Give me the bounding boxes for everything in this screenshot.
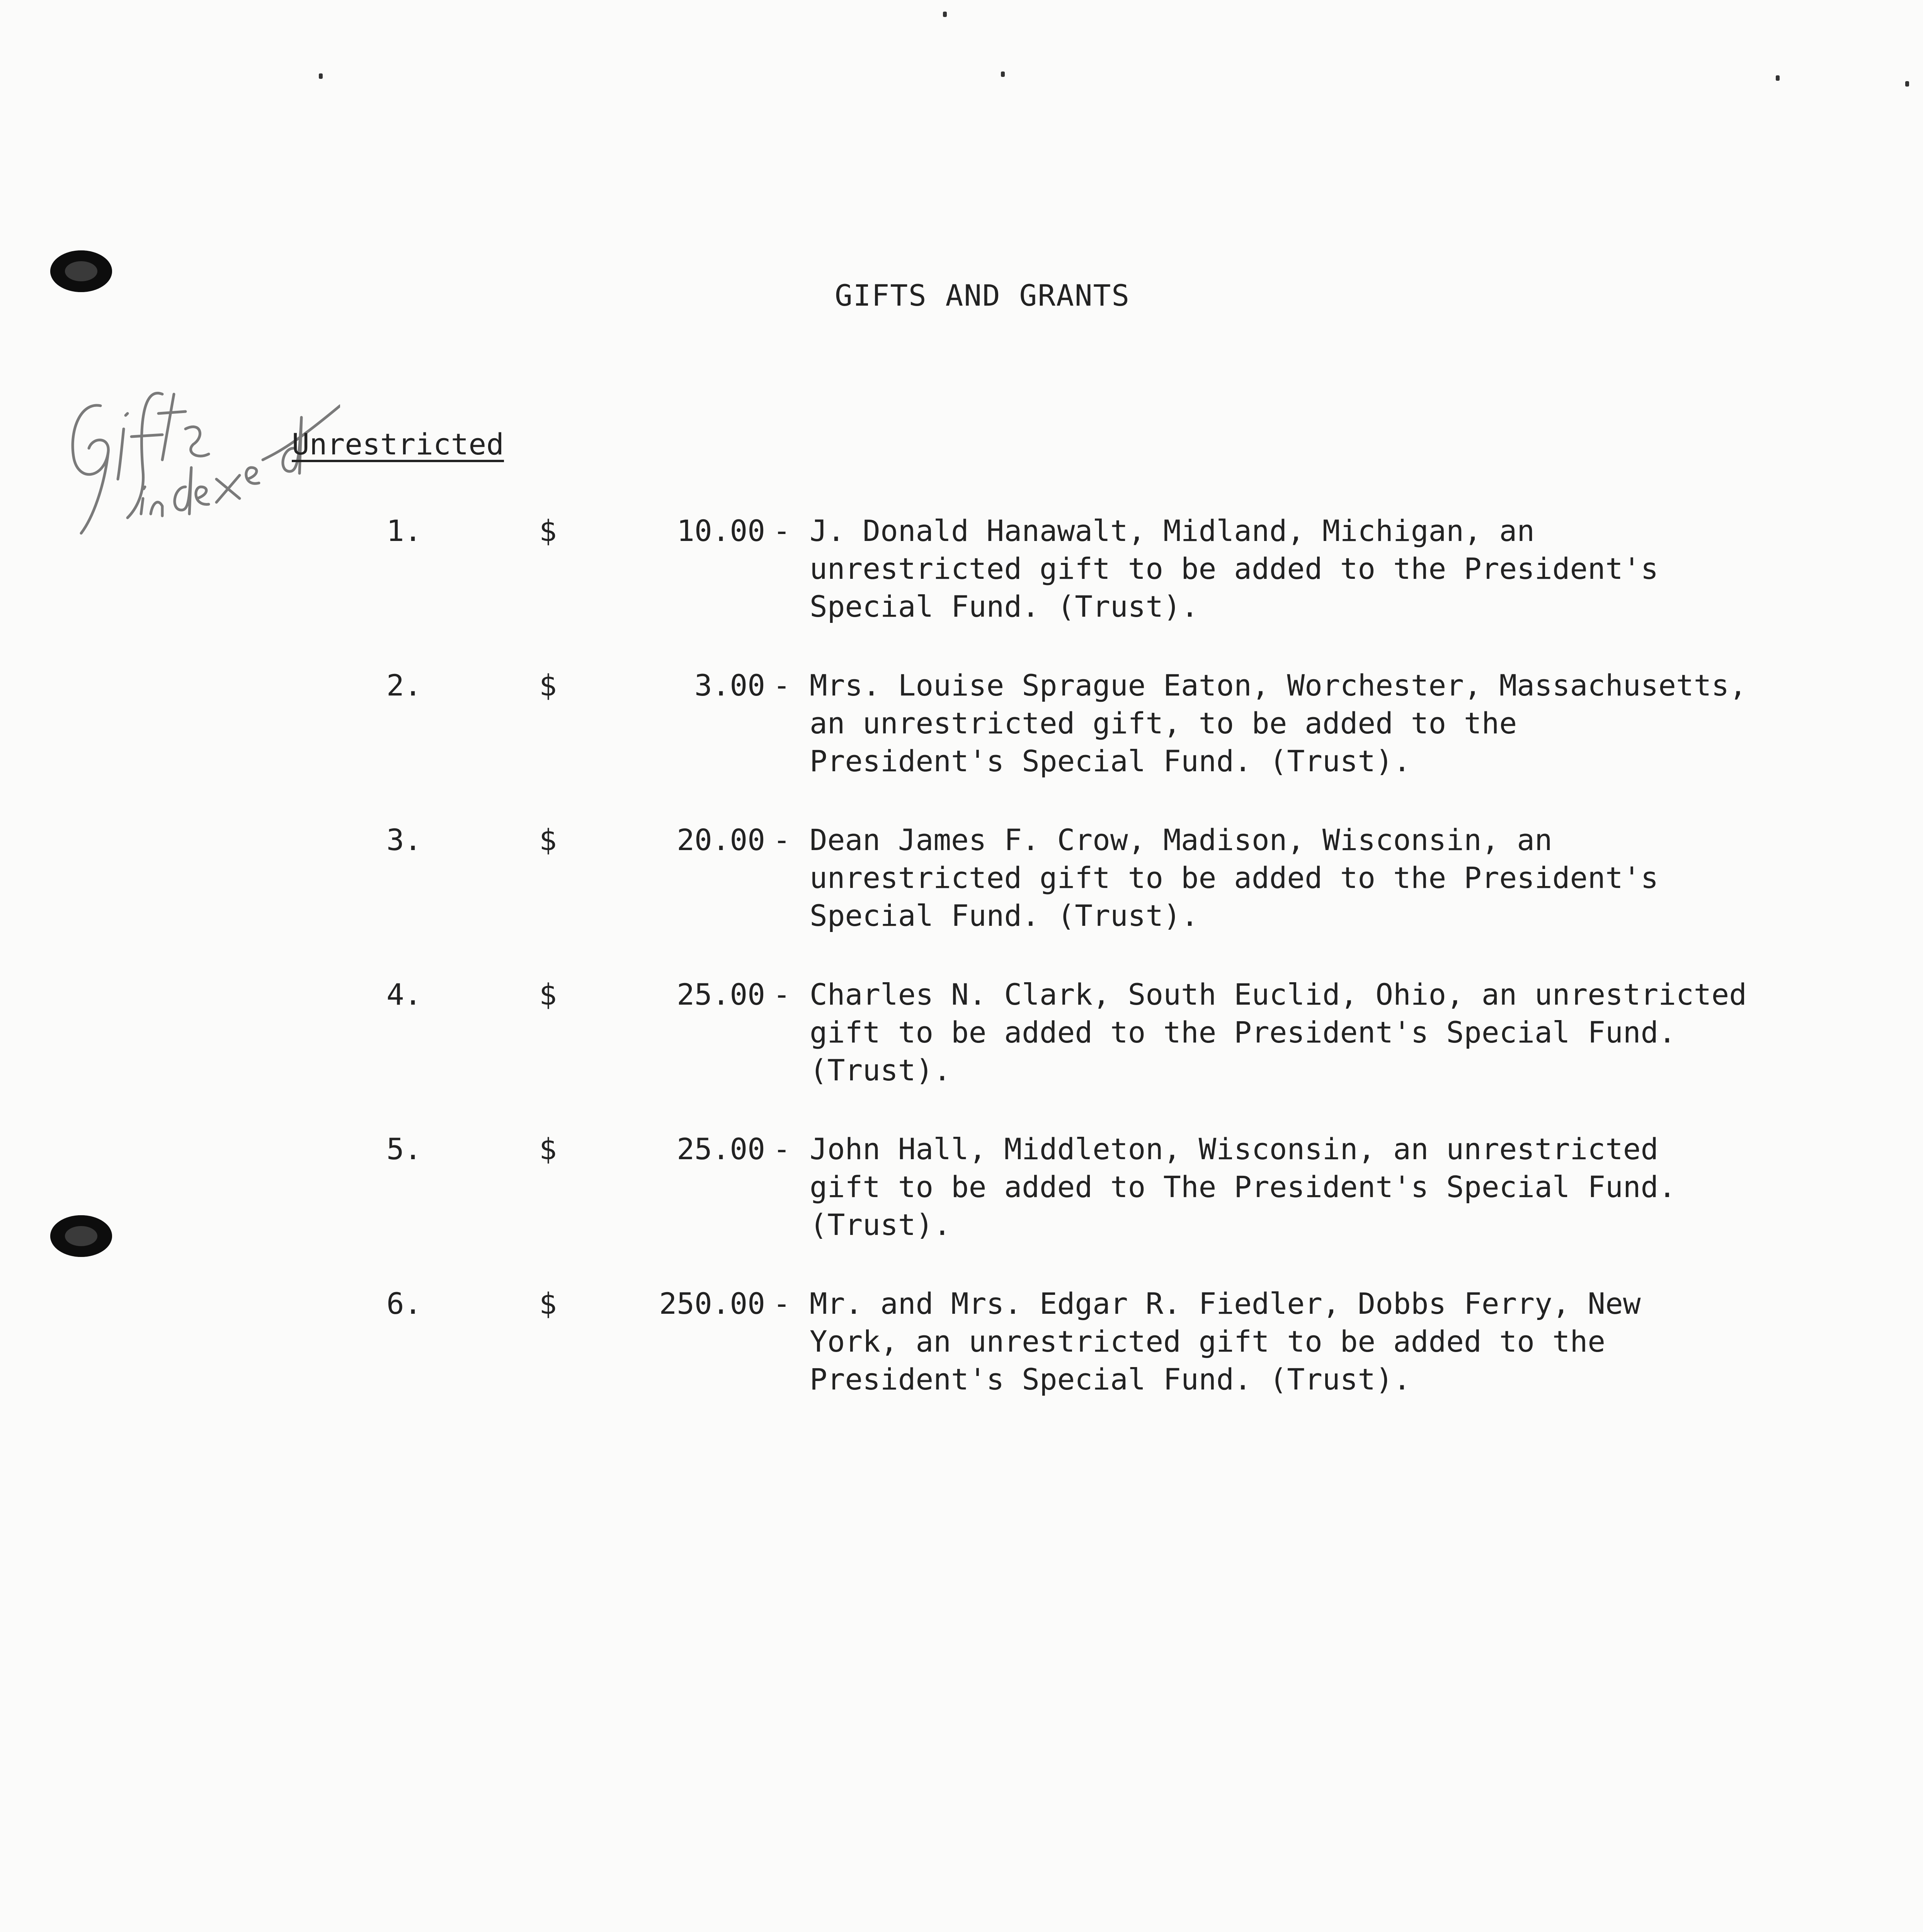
dollar-sign: $ [539,514,557,548]
separator: - [773,668,791,702]
description-line: Mr. and Mrs. Edgar R. Fiedler, Dobbs Ferry, New [810,1286,1641,1321]
description-line: President's Special Fund. (Trust). [810,1362,1411,1396]
description-line: unrestricted gift to be added to the President's [810,861,1659,895]
description-line: (Trust). [810,1053,951,1087]
gift-description [810,1130,1676,1244]
separator: - [773,1286,791,1321]
scan-speck [319,73,323,79]
gift-description [810,821,1658,935]
scan-speck [1776,75,1780,81]
gift-amount: 20.00 [677,823,765,857]
description-line: J. Donald Hanawalt, Midland, Michigan, an [810,514,1535,548]
description-line: Mrs. Louise Sprague Eaton, Worchester, Massachusetts, [810,668,1747,702]
gift-amount: 10.00 [677,514,765,548]
punch-hole-middle [50,1215,112,1257]
dollar-sign: $ [539,1286,557,1321]
description-line: unrestricted gift to be added to the President's [810,551,1659,586]
dollar-sign: $ [539,668,557,702]
dollar-sign: $ [539,1132,557,1166]
separator: - [773,823,791,857]
description-line: Charles N. Clark, South Euclid, Ohio, an unrestricted [810,977,1747,1012]
gift-number: 2. [386,668,422,702]
gift-number: 5. [386,1132,422,1166]
gift-number: 1. [386,514,422,548]
gift-amount: 25.00 [677,977,765,1012]
gift-description [810,667,1747,780]
gift-amount: 25.00 [677,1132,765,1166]
gift-description [810,512,1658,626]
description-line: Special Fund. (Trust). [810,898,1199,933]
punch-hole-top [50,250,112,292]
page-title: GIFTS AND GRANTS [835,278,1130,313]
description-line: John Hall, Middleton, Wisconsin, an unrestricted [810,1132,1659,1166]
separator: - [773,1132,791,1166]
separator: - [773,514,791,548]
description-line: President's Special Fund. (Trust). [810,744,1411,778]
scan-speck [943,12,947,17]
gift-description [810,976,1747,1089]
description-line: Dean James F. Crow, Madison, Wisconsin, an [810,823,1552,857]
description-line: gift to be added to The President's Special Fund. [810,1170,1676,1204]
separator: - [773,977,791,1012]
description-line: York, an unrestricted gift to be added to the [810,1324,1606,1359]
description-line: gift to be added to the President's Special Fund. [810,1015,1676,1049]
gift-description [810,1285,1641,1398]
scan-speck [1001,71,1005,77]
scan-speck [1905,81,1909,87]
gift-number: 6. [386,1286,422,1321]
description-line: an unrestricted gift, to be added to the [810,706,1517,740]
gift-amount: 250.00 [659,1286,765,1321]
description-line: (Trust). [810,1208,951,1242]
gift-number: 3. [386,823,422,857]
description-line: Special Fund. (Trust). [810,589,1199,624]
gift-number: 4. [386,977,422,1012]
dollar-sign: $ [539,823,557,857]
section-heading-unrestricted: Unrestricted [292,427,504,461]
dollar-sign: $ [539,977,557,1012]
gift-amount: 3.00 [694,668,765,702]
